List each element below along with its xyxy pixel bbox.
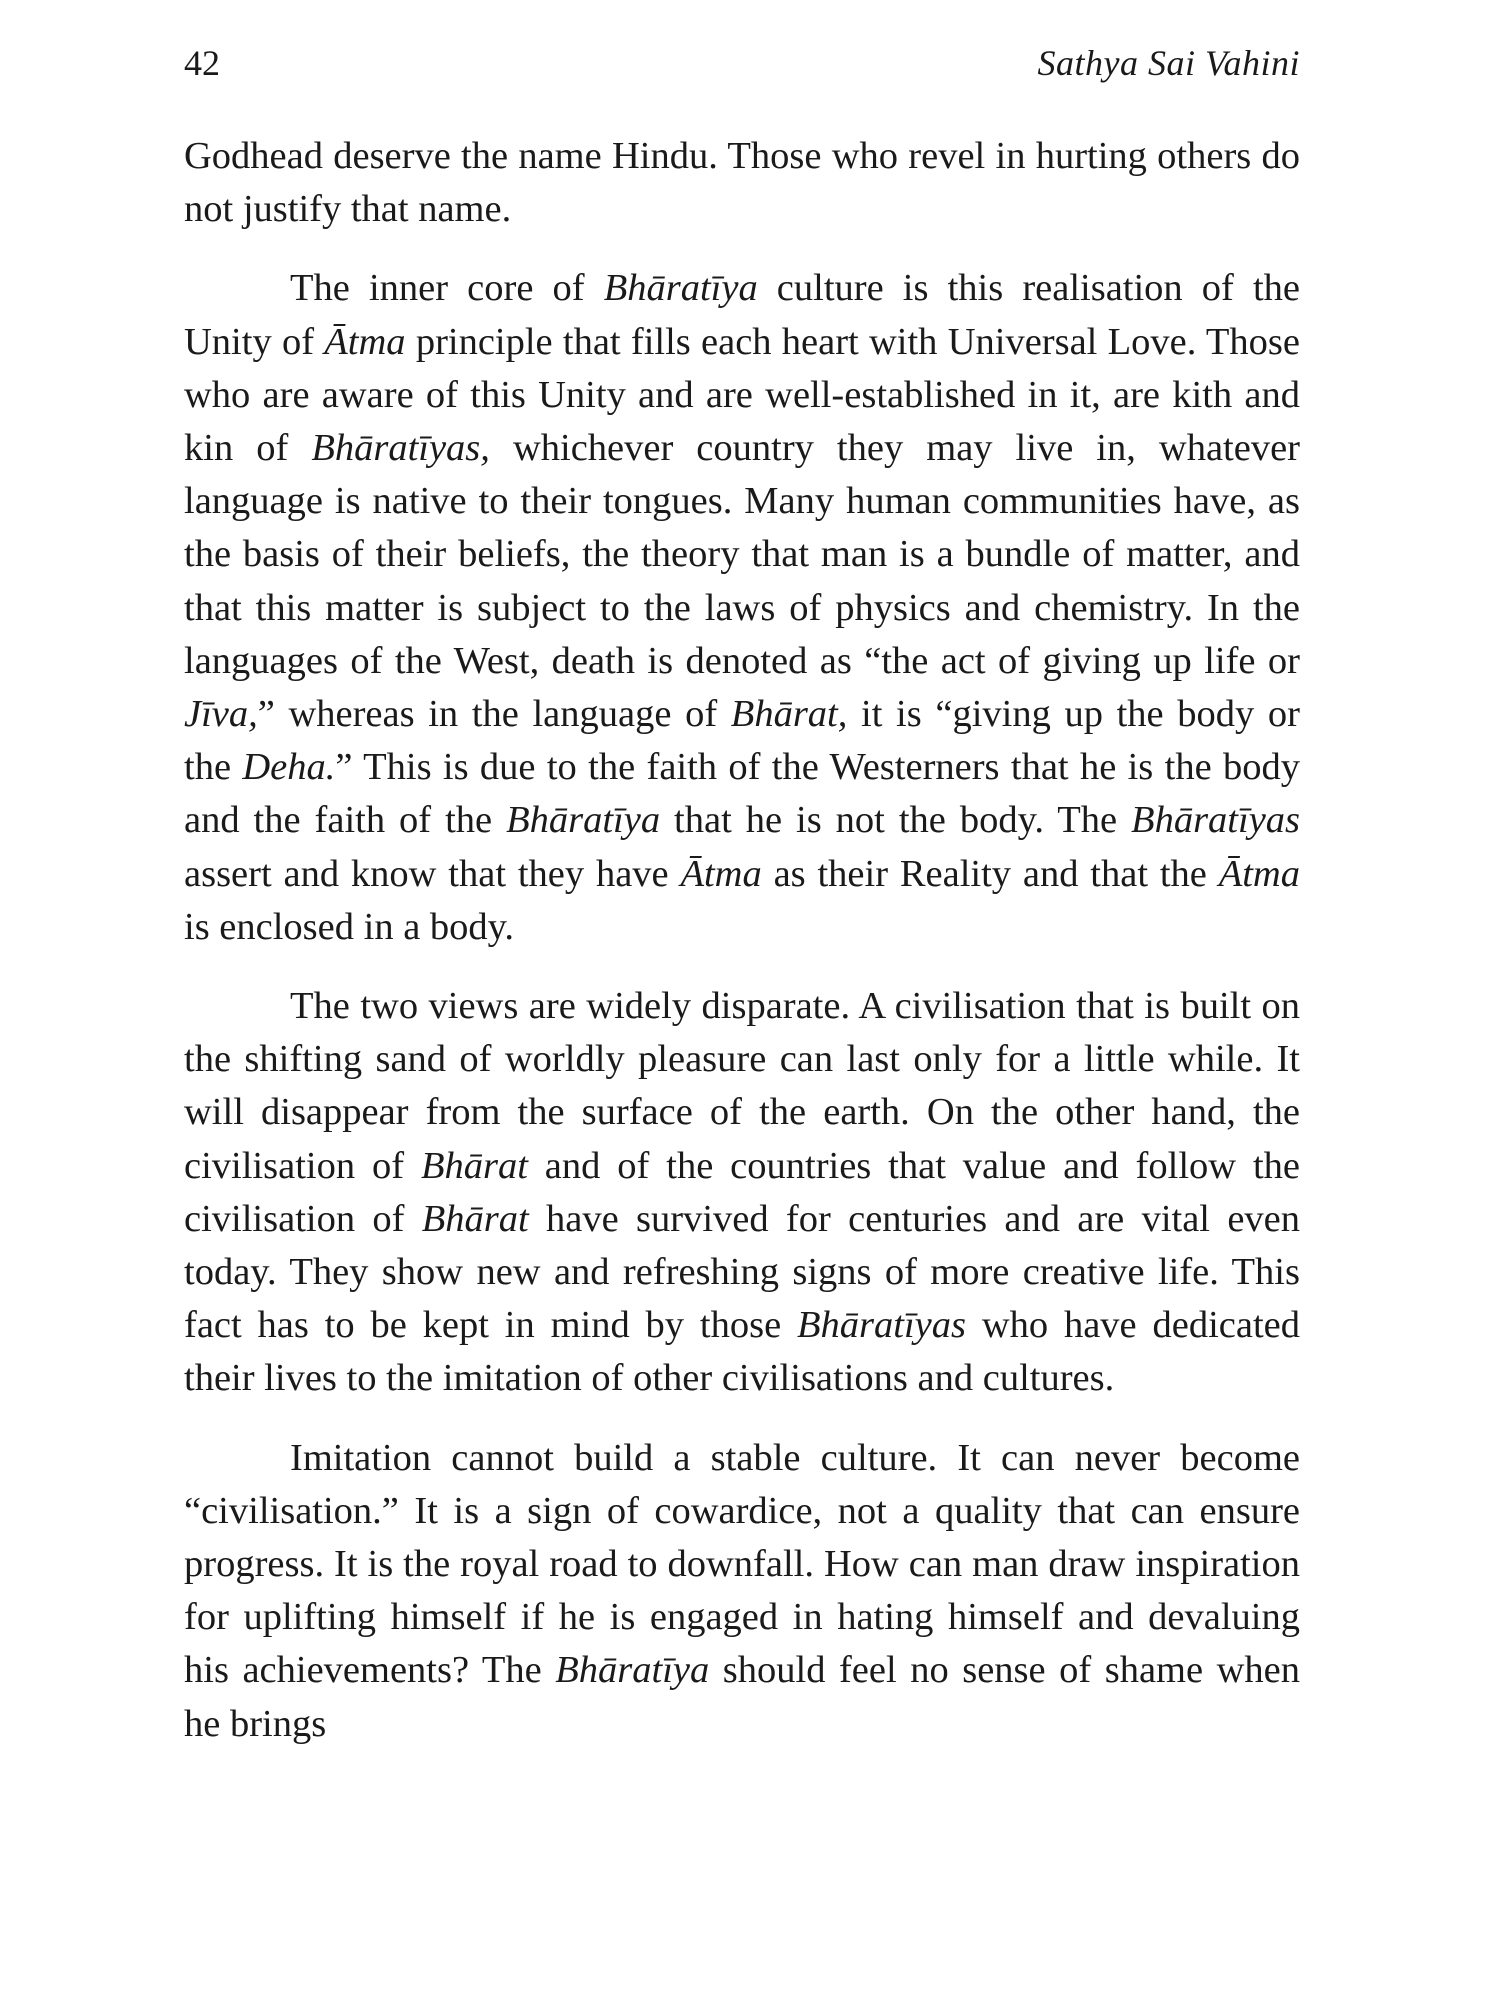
text-run: whichever country they may live in, whatever language is native to their tongues. Many human communities have, as the basis of their beliefs, the theory that man is a bundle of matter, and that this matter is subject to the laws of physics and chemistry. In the languages of the West, death is denoted as “the act of giving up life or — [184, 427, 1300, 682]
italic-term: Bhārat — [420, 1144, 528, 1187]
italic-term: Bhāratīya — [506, 799, 661, 842]
text-run: Godhead deserve the name Hindu. Those who revel in hurting others do not justify that name. — [184, 135, 1300, 231]
italic-term: Ātma — [1218, 852, 1300, 895]
text-run: that he is not the body. The — [660, 799, 1132, 842]
italic-term: Jīva, — [184, 693, 258, 736]
italic-term: Bhāratīyas — [797, 1304, 966, 1347]
text-run: culture is this realisation of the Unity of — [184, 267, 1301, 363]
paragraph-2 — [184, 262, 1300, 954]
running-title: Sathya Sai Vahini — [1037, 43, 1300, 83]
text-run: The two views are widely disparate. A civilisation that is built on the shifting sand of worldly pleasure can last only for a little while. It will disappear from the surface of the earth. On the other hand, the civilisation of — [184, 985, 1300, 1187]
italic-term: Bhāratīya — [603, 267, 758, 310]
page-header — [184, 42, 1300, 102]
body-text — [184, 130, 1300, 1777]
text-run: and of the countries that value and follow the civilisation of — [184, 1144, 1300, 1240]
italic-term: Bhārat, — [730, 693, 848, 736]
italic-term: Deha. — [242, 746, 336, 789]
italic-term: Bhāratīyas, — [311, 427, 490, 470]
text-run: should feel no sense of shame when he brings — [184, 1649, 1300, 1745]
italic-term: Ātma — [324, 320, 406, 363]
paragraph-4 — [184, 1432, 1300, 1751]
text-run: assert and know that they have — [184, 852, 681, 895]
text-run: who have dedicated their lives to the imitation of other civilisations and cultures. — [184, 1304, 1300, 1400]
text-run: have survived for centuries and are vital even today. They show new and refreshing signs of more creative life. This fact has to be kept in mind by those — [184, 1197, 1300, 1347]
page-number: 42 — [184, 43, 220, 83]
italic-term: Bhāratīyas — [1131, 799, 1301, 842]
text-run: it is “giving up the body or the — [184, 693, 1300, 789]
text-run: Imitation cannot build a stable culture. It can never become “civilisation.” It is a sign of cowardice, not a quality that can ensure progress. It is the royal road to downfall. How can man draw inspiration for uplifting himself if he is engaged in hating himself and devaluing his achievements? The — [184, 1436, 1300, 1692]
text-run: The inner core of — [290, 267, 604, 310]
text-run: principle that fills each heart with Universal Love. Those who are aware of this Unity and are well-established in it, are kith and kin of — [184, 320, 1300, 470]
text-run: is enclosed in a body. — [184, 905, 515, 948]
italic-term: Ātma — [680, 852, 762, 895]
text-run: ” whereas in the language of — [257, 693, 731, 736]
text-run: as their Reality and that the — [761, 852, 1219, 895]
italic-term: Bhārat — [421, 1197, 529, 1240]
italic-term: Bhāratīya — [555, 1649, 710, 1692]
paragraph-3 — [184, 980, 1300, 1406]
paragraph-1 — [184, 130, 1300, 236]
text-run: ” This is due to the faith of the Westerners that he is the body and the faith of the — [184, 746, 1300, 842]
